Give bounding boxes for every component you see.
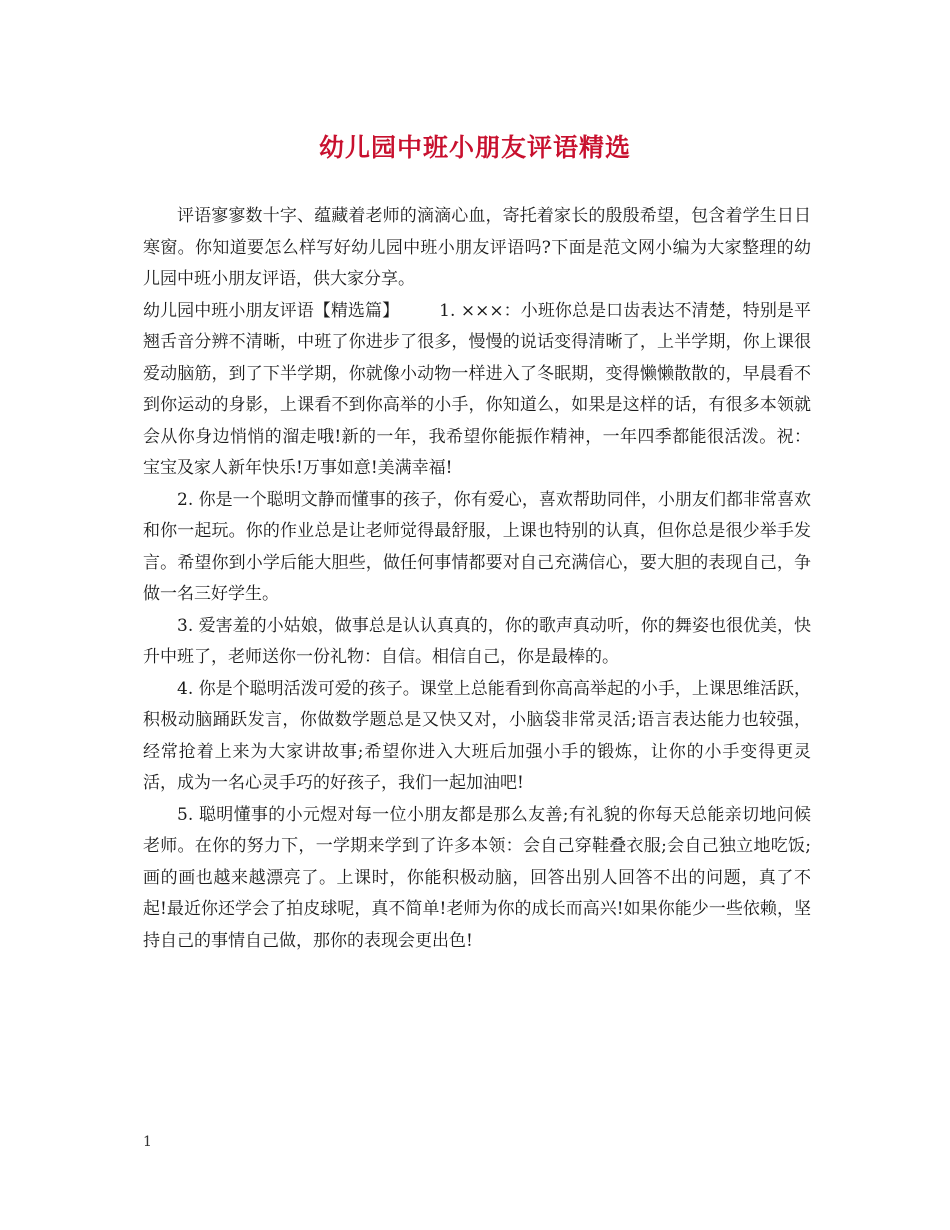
comment-paragraph-5: 5. 聪明懂事的小元煜对每一位小朋友都是那么友善;有礼貌的你每天总能亲切地问候老师。在你的努力下，一学期来学到了许多本领：会自己穿鞋叠衣服;会自己独立地吃饭;画的画也越来越漂亮了。上课时，你能积极动脑，回答出别人回答不出的问题，真了不起!最近你还学会了拍皮球呢，真不简单!老师为你的成长而高兴!如果你能少一些依赖，坚持自己的事情自己做，那你的表现会更出色! [143,804,811,951]
comment-paragraph-4: 4. 你是个聪明活泼可爱的孩子。课堂上总能看到你高高举起的小手，上课思维活跃，积极动脑踊跃发言，你做数学题总是又快又对，小脑袋非常灵活;语言表达能力也较强，经常抢着上来为大家讲故事;希望你进入大班后加强小手的锻炼，让你的小手变得更灵活，成为一名心灵手巧的好孩子，我们一起加油吧! [143,678,811,793]
comment-paragraph-2: 2. 你是一个聪明文静而懂事的孩子，你有爱心，喜欢帮助同伴，小朋友们都非常喜欢和你一起玩。你的作业总是让老师觉得最舒服，上课也特别的认真，但你总是很少举手发言。希望你到小学后能大胆些，做任何事情都要对自己充满信心，要大胆的表现自己，争做一名三好学生。 [143,489,811,604]
intro-paragraph: 评语寥寥数十字、蕴藏着老师的滴滴心血，寄托着家长的殷殷希望，包含着学生日日寒窗。你知道要怎么样写好幼儿园中班小朋友评语吗?下面是范文网小编为大家整理的幼儿园中班小朋友评语，供大家分享。 [143,206,811,289]
document-title: 幼儿园中班小朋友评语精选 [318,133,631,162]
comment-paragraph-1: 1. ×××：小班你总是口齿表达不清楚，特别是平翘舌音分辨不清晰，中班了你进步了很多，慢慢的说话变得清晰了，上半学期，你上课很爱动脑筋，到了下半学期，你就像小动物一样进入了冬眠期，变得懒懒散散的，早晨看不到你运动的身影，上课看不到你高举的小手，你知道么，如果是这样的话，有很多本领就会从你身边悄悄的溜走哦!新的一年，我希望你能振作精神，一年四季都能很活泼。祝：宝宝及家人新年快乐!万事如意!美满幸福! [143,300,812,478]
section-heading: 幼儿园中班小朋友评语【精选篇】 [143,300,400,321]
document-body [143,201,811,957]
page-number: 1 [143,1134,152,1150]
comment-paragraph-3: 3. 爱害羞的小姑娘，做事总是认认真真的，你的歌声真动听，你的舞姿也很优美，快升中班了，老师送你一份礼物：自信。相信自己，你是最棒的。 [143,615,811,667]
section-heading-line [143,296,811,485]
